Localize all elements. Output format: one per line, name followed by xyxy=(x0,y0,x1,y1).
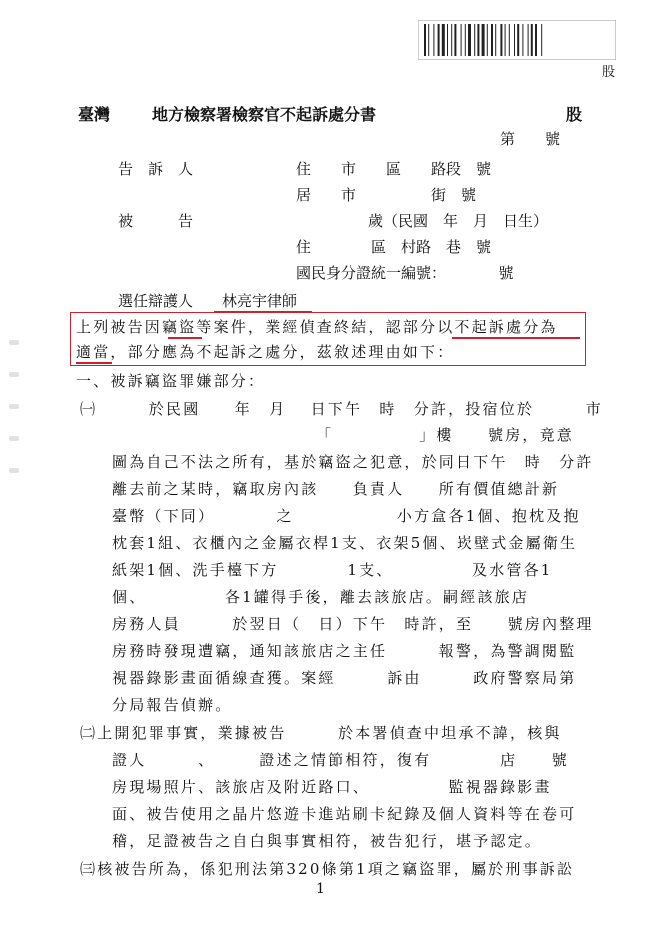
barcode-graphic xyxy=(418,20,616,60)
underline-theft xyxy=(168,337,202,339)
barcode-bar xyxy=(454,24,456,56)
page-number: 1 xyxy=(316,881,325,897)
binder-hole xyxy=(9,468,19,473)
barcode-bar xyxy=(495,24,496,56)
para1-line: 臺幣（下同） 之 小方盒各1個、抱枕及抱 xyxy=(112,507,581,525)
para1-line: 房務時發現遭竊，通知該旅店之主任 報警，為警調閱監 xyxy=(112,642,577,660)
barcode-bar xyxy=(500,24,502,56)
title-region: 臺灣 xyxy=(78,105,111,124)
para1-line: 枕套1組、衣櫃內之金屬衣桿1支、衣架5個、崁壁式金屬衛生 xyxy=(112,534,578,552)
para2-line: ㈡上開犯罪事實，業據被告 於本署偵查中坦承不諱，核與 xyxy=(80,724,562,742)
complainant-residence: 居 市 街 號 xyxy=(296,186,477,204)
para2-line: 面、被告使用之晶片悠遊卡進站刷卡紀錄及個人資料等在卷可 xyxy=(112,805,577,823)
binder-hole xyxy=(9,404,19,409)
defendant-id: 國民身分證統一編號： 號 xyxy=(296,264,514,282)
barcode-bar xyxy=(424,24,426,56)
para1-line: ㈠ 於民國 年 月 日下午 時 分許，投宿位於 市 xyxy=(80,400,603,418)
intro-line-1: 上列被告因竊盜等案件，業經偵查終結，認部分以不起訴處分為 xyxy=(76,318,558,336)
counsel-name: 林亮宇律師 xyxy=(222,292,298,310)
defendant-age: 歲（民國 年 月 日生） xyxy=(368,212,549,230)
page-title: 地方檢察署檢察官不起訴處分書 xyxy=(152,105,377,124)
barcode-bar xyxy=(482,24,485,56)
defendant-label: 被 告 xyxy=(118,212,194,230)
barcode-bar xyxy=(522,24,523,56)
para2-line: 稽，足證被告之自白與事實相符，被告犯行，堪予認定。 xyxy=(112,832,543,850)
para1-line: 個、 各1罐得手後，離去該旅店。嗣經該旅店 xyxy=(112,588,530,606)
barcode-bar xyxy=(517,24,519,56)
section-heading: 一、被訴竊盜罪嫌部分： xyxy=(76,372,266,390)
barcode-bar xyxy=(514,24,515,56)
barcode-bar xyxy=(491,24,493,56)
binder-hole xyxy=(9,436,19,441)
case-number-label: 第 號 xyxy=(500,130,561,148)
barcode-bar xyxy=(438,24,440,56)
para2-line: 房現場照片、該旅店及附近路口、 監視器錄影畫 xyxy=(112,778,552,796)
barcode-bar xyxy=(433,24,434,56)
barcode-bar xyxy=(465,24,466,56)
barcode-bar xyxy=(509,24,510,56)
barcode-bar xyxy=(474,24,475,56)
underline-nonprosecution xyxy=(452,337,580,339)
underline-appropriate xyxy=(76,362,112,364)
barcode-bar xyxy=(505,24,506,56)
para1-line: 離去前之某時，竊取房內該 負責人 所有價值總計新 xyxy=(112,480,560,498)
para2-line: 證人 、 證述之情節相符，復有 店 號 xyxy=(112,751,569,769)
barcode-bar xyxy=(535,24,537,56)
binder-hole xyxy=(9,340,19,345)
title-suffix: 股 xyxy=(566,105,583,124)
para1-line: 視器錄影畫面循線查獲。案經 訴由 政府警察局第 xyxy=(112,669,577,687)
intro-line-2: 適當，部分應為不起訴之處分，茲敘述理由如下： xyxy=(76,343,455,361)
barcode-bar xyxy=(442,24,445,56)
para1-line: 紙架1個、洗手檯下方 1支、 及水管各1 xyxy=(112,561,553,579)
barcode-bar xyxy=(531,24,533,56)
barcode-bar xyxy=(541,24,542,56)
counsel-label: 選任辯護人 xyxy=(118,292,194,310)
complainant-label: 告 訴 人 xyxy=(118,160,194,178)
barcode-bar xyxy=(451,24,452,56)
para3-line: ㈢核被告所為，係犯刑法第320條第1項之竊盜罪，屬於刑事訴訟 xyxy=(80,860,575,878)
barcode-bar xyxy=(487,24,488,56)
barcode-bar xyxy=(461,24,462,56)
complainant-address: 住 市 區 路段 號 xyxy=(296,160,492,178)
binder-hole xyxy=(9,372,19,377)
para1-line: 「 」樓 號房，竟意 xyxy=(316,426,575,444)
barcode-bar xyxy=(468,24,471,56)
para1-line: 分局報告偵辦。 xyxy=(112,696,233,714)
para1-line: 圖為自己不法之所有，基於竊盜之犯意，於同日下午 時 分許 xyxy=(112,453,594,471)
defendant-address: 住 區 村路 巷 號 xyxy=(296,238,492,256)
barcode-bar xyxy=(428,24,429,56)
barcode-bar xyxy=(447,24,448,56)
barcode-bar xyxy=(477,24,479,56)
para1-line: 房務人員 於翌日（ 日）下午 時許，至 號房內整理 xyxy=(112,615,594,633)
barcode-bar xyxy=(528,24,529,56)
corner-label: 股 xyxy=(602,65,616,80)
